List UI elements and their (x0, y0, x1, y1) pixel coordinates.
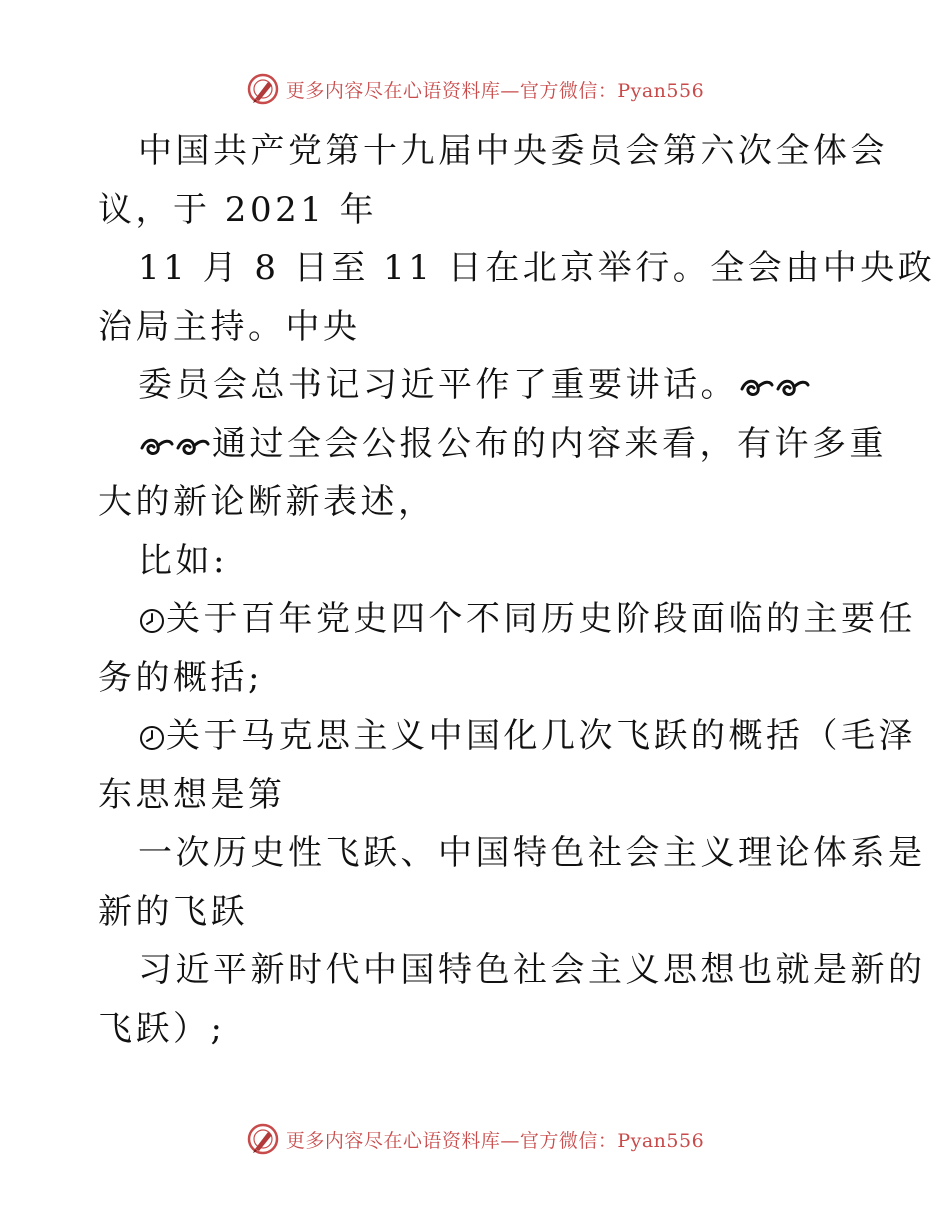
paragraph (98, 532, 858, 591)
footer-watermark (0, 1122, 950, 1156)
header-watermark (0, 72, 950, 106)
watermark-text: 更多内容尽在心语资料库—官方微信：Pyan556 (285, 1129, 705, 1152)
pen-circle-logo-icon (246, 1122, 280, 1156)
paragraph-line-wrapper (98, 415, 887, 474)
paragraph-line-wrapper (98, 707, 916, 766)
paragraph (98, 824, 926, 941)
paragraph-line: 关于马克思主义中国化几次飞跃的概括（毛泽 (166, 716, 916, 756)
paragraph-line: 关于百年党史四个不同历史阶段面临的主要任 (166, 599, 916, 639)
pen-circle-logo-icon (246, 72, 280, 106)
paragraph-line: 比如: (138, 540, 228, 581)
paragraph-line: 委员会总书记习近平作了重要讲话。 (138, 365, 738, 405)
paragraph-line: 通过全会公报公布的内容来看，有许多重 (212, 423, 887, 464)
paragraph-line: 一次历史性飞跃、中国特色社会主义理论体系是 (138, 833, 926, 873)
paragraph-line: 大的新论断新表述， (98, 482, 436, 522)
paragraph-line: 11 月 8 日至 11 日在北京举行。全会由中央政 (138, 248, 936, 288)
paragraph-line: 中国共产党第十九届中央委员会第六次全体会 (138, 131, 888, 171)
paragraph (98, 239, 936, 356)
paragraph (98, 590, 916, 707)
paragraph-line: 议，于 2021 年 (98, 189, 378, 230)
watermark-text: 更多内容尽在心语资料库—官方微信：Pyan556 (285, 79, 705, 102)
paragraph (98, 707, 916, 824)
paragraph (98, 122, 888, 239)
clock-icon (138, 607, 166, 635)
paragraph-line: 东思想是第 (98, 774, 286, 815)
clock-icon (138, 724, 166, 752)
paragraph-line: 治局主持。中央 (98, 306, 361, 347)
paragraph-line: 新的飞跃 (98, 891, 248, 932)
ornament-swash-icon (738, 373, 812, 401)
paragraph (98, 356, 858, 415)
paragraph (98, 941, 926, 1058)
ornament-swash-icon (138, 432, 212, 460)
paragraph-line-wrapper (98, 590, 916, 649)
paragraph-line: 习近平新时代中国特色社会主义思想也就是新的 (138, 950, 926, 990)
document-body (98, 122, 936, 1058)
paragraph-line: 务的概括; (98, 657, 263, 698)
paragraph-line: 飞跃）; (98, 1008, 226, 1049)
paragraph (98, 415, 887, 532)
paragraph-line-wrapper (98, 356, 858, 415)
